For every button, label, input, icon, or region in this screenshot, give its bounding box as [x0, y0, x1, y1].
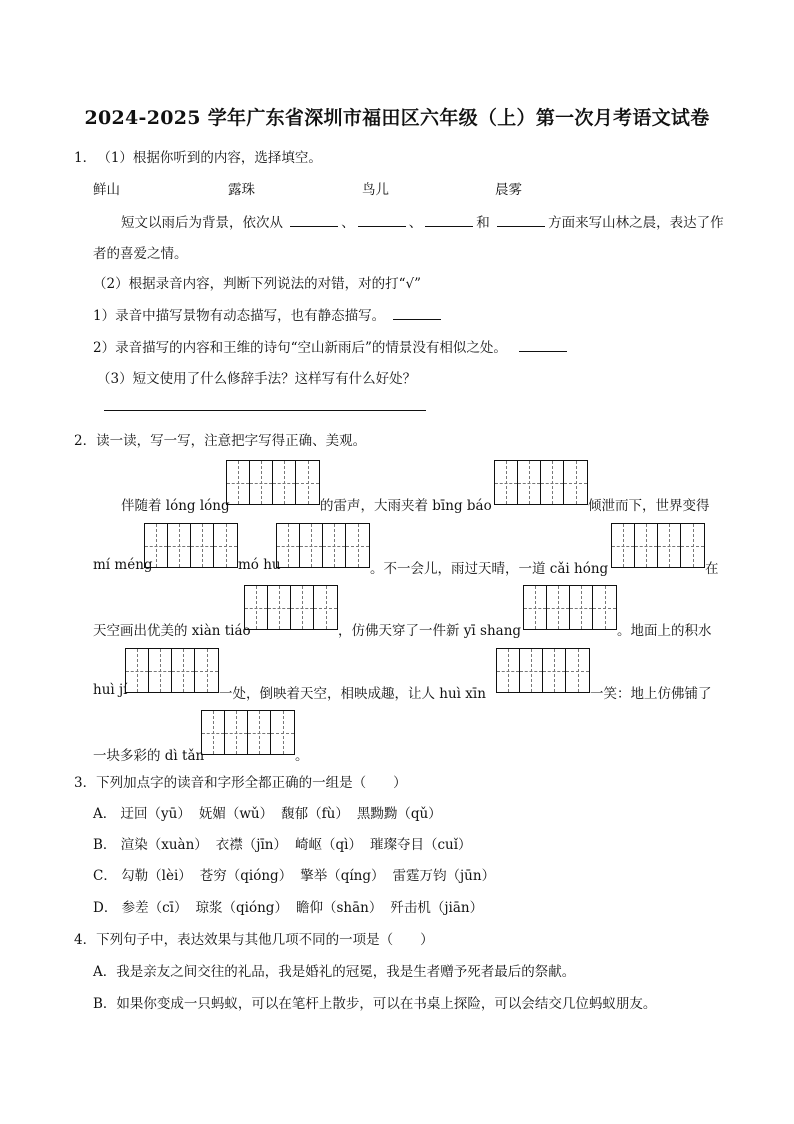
q3-option-b-item: 衣襟（jīn） [215, 837, 287, 853]
q1-blank-2[interactable] [358, 213, 406, 227]
q3-option-b[interactable] [93, 833, 480, 853]
q2-r3-a: 天空画出优美的 xiàn tiáo [93, 623, 251, 639]
q1-blank-4[interactable] [497, 213, 545, 227]
q1-part1-prompt: （1）根据你听到的内容，选择填空。 [104, 150, 322, 166]
q2-r3-b: ，仿佛天穿了一件新 yī shang [338, 623, 522, 639]
q4-prompt: 下列句子中，表达效果与其他几项不同的一项是（ ） [96, 932, 434, 948]
q1-fill-sentence [121, 211, 724, 231]
q1-option-3: 鸟儿 [362, 182, 389, 198]
q4-number: 4． [74, 932, 97, 948]
q4-option-a[interactable]: A．我是亲友之间交往的礼品，我是婚礼的冠冕，我是生者赠予死者最后的祭献。 [93, 964, 576, 980]
q2-r5-a: 一块多彩的 dì tǎn [93, 748, 205, 764]
q2-number: 2． [74, 433, 97, 449]
q3-option-b-item: 璀璨夺目（cuǐ） [369, 837, 472, 853]
q3-option-b-item: 崎岖（qì） [294, 837, 362, 853]
q3-option-c[interactable] [93, 864, 503, 884]
q2-r4-b: 一处，倒映着天空，相映成趣，让人 huì xīn [219, 686, 486, 702]
q1-number: 1． [74, 150, 97, 166]
q2-r2-d: 在 [705, 561, 719, 577]
q3-option-b-label: B． [93, 837, 117, 853]
q3-option-c-item: 雷霆万钧（jūn） [392, 868, 496, 884]
q3-option-d-item: 歼击机（jiān） [390, 900, 484, 916]
q1-option-4: 晨雾 [495, 182, 522, 198]
q1-item2-blank[interactable] [519, 338, 567, 352]
q3-option-c-item: 勾勒（lèi） [121, 868, 192, 884]
writing-grid-ditan[interactable] [201, 710, 295, 755]
writing-grid-bingbao[interactable] [494, 460, 588, 505]
q3-prompt: 下列加点字的读音和字形全都正确的一组是（ ） [96, 775, 407, 791]
q2-r1-b: 的雷声，大雨夹着 bīng báo [320, 498, 492, 514]
q3-option-a-item: 黑黝黝（qǔ） [356, 806, 442, 822]
q2-r5-b: 。 [295, 748, 309, 764]
q1-item1-blank[interactable] [393, 306, 441, 320]
q3-option-c-item: 苍穷（qióng） [199, 868, 293, 884]
q1-sep-1: 、 [341, 215, 355, 231]
q1-header [74, 146, 322, 166]
q1-blank-1[interactable] [290, 213, 338, 227]
q2-r2-a: mí méng [93, 557, 153, 573]
q3-option-b-item: 渲染（xuàn） [120, 837, 208, 853]
q3-option-a-item: 妩媚（wǔ） [198, 806, 274, 822]
q2-r4-c: 一笑：地上仿佛铺了 [590, 686, 712, 702]
writing-grid-xiantiao[interactable] [244, 585, 338, 630]
writing-grid-yishang[interactable] [523, 585, 617, 630]
q3-option-a[interactable] [93, 802, 450, 822]
q3-number: 3． [74, 775, 97, 791]
writing-grid-longlong[interactable] [226, 460, 320, 505]
q3-option-d-item: 参差（cī） [121, 900, 188, 916]
q3-option-d-label: D． [93, 900, 118, 916]
q3-option-d-item: 瞻仰（shān） [295, 900, 383, 916]
q1-part3-prompt: （3）短文使用了什么修辞手法？这样写有什么好处？ [97, 371, 417, 387]
writing-grid-mimeng[interactable] [144, 523, 238, 568]
q1-sep-2: 、 [408, 215, 423, 231]
q2-r1-a: 伴随着 lóng lóng [121, 498, 230, 514]
q2-r2-c: 。不一会儿，雨过天晴，一道 cǎi hóng [370, 561, 609, 577]
q1-sep-3: 和 [476, 215, 490, 231]
writing-grid-mohu[interactable] [276, 523, 370, 568]
q1-fill-prefix: 短文以雨后为背景，依次从 [121, 215, 283, 231]
q1-item2-text: 2）录音描写的内容和王维的诗句“空山新雨后”的情景没有相似之处。 [93, 340, 507, 356]
page-title: 2024-2025 学年广东省深圳市福田区六年级（上）第一次月考语文试卷 [84, 107, 710, 129]
q2-r3-c: 。地面上的积水 [617, 623, 712, 639]
q3-header [74, 771, 407, 791]
q1-item1 [93, 304, 444, 324]
q2-prompt: 读一读，写一写，注意把字写得正确、美观。 [96, 433, 367, 449]
q3-option-c-item: 擎举（qíng） [300, 868, 385, 884]
q3-option-a-item: 馥郁（fù） [281, 806, 349, 822]
q1-answer-line[interactable] [104, 410, 426, 411]
writing-grid-huixin[interactable] [496, 648, 590, 693]
q1-item1-text: 1）录音中描写景物有动态描写，也有静态描写。 [93, 308, 386, 324]
q2-r2-b: mó hu [238, 557, 281, 573]
q1-part2-prompt: （2）根据录音内容，判断下列说法的对错，对的打“√” [93, 276, 421, 292]
q2-header [74, 429, 366, 449]
q1-fill-suffix: 方面来写山林之晨，表达了作 [548, 215, 724, 231]
q3-option-c-label: C． [93, 868, 117, 884]
q3-option-d-item: 琼浆（qióng） [195, 900, 288, 916]
q1-blank-3[interactable] [425, 213, 473, 227]
q2-r4-a: huì jí [93, 682, 128, 698]
q3-option-a-item: 迂回（yū） [120, 806, 191, 822]
q1-option-1: 鲜山 [93, 182, 120, 198]
q4-header [74, 928, 434, 948]
q3-option-d[interactable] [93, 896, 491, 916]
q4-option-b[interactable]: B．如果你变成一只蚂蚁，可以在笔杆上散步，可以在书桌上探险，可以会结交几位蚂蚁朋友。 [93, 996, 657, 1012]
q1-item2 [93, 336, 570, 356]
writing-grid-caihong[interactable] [611, 523, 705, 568]
q2-r1-c: 倾泄而下，世界变得 [588, 498, 710, 514]
q1-fill-cont: 者的喜爱之情。 [93, 246, 188, 262]
q1-option-2: 露珠 [228, 182, 255, 198]
q3-option-a-label: A． [93, 806, 117, 822]
writing-grid-huiji[interactable] [125, 648, 219, 693]
